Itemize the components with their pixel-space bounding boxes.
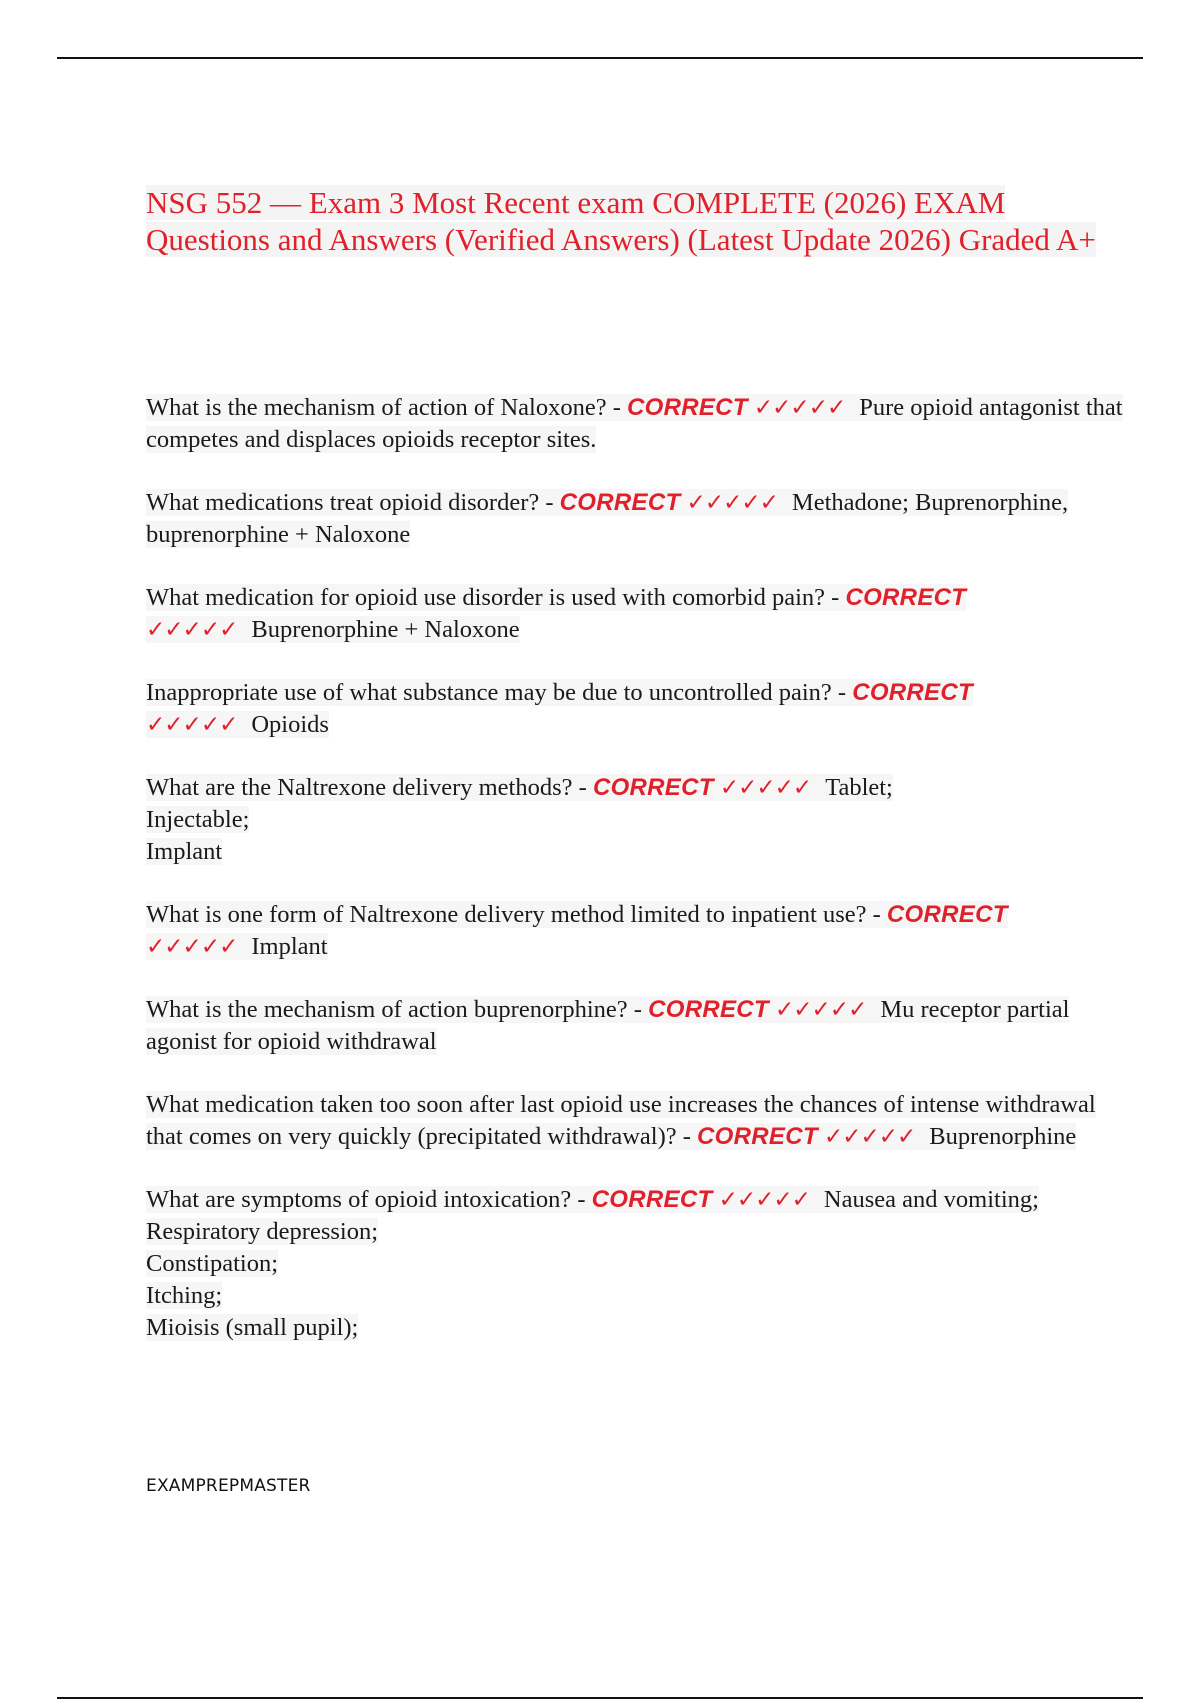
correct-label: CORRECT [627, 394, 748, 421]
question-text: What medication for opioid use disorder is used with comorbid pain? - [146, 584, 846, 611]
checkmark-icon: ✓✓✓✓✓ [753, 395, 846, 421]
checkmark-icon: ✓✓✓✓✓ [719, 775, 812, 801]
correct-label: CORRECT [886, 901, 1008, 928]
qa-item [146, 677, 1136, 741]
answer-text: Tablet; Injectable; Implant [146, 774, 893, 865]
correct-label: CORRECT [559, 489, 681, 516]
correct-label: CORRECT [591, 1186, 713, 1213]
checkmark-icon: ✓✓✓✓✓ [146, 934, 238, 960]
answer-text: Implant [251, 933, 328, 960]
question-text: What are symptoms of opioid intoxication? - [146, 1186, 592, 1213]
qa-item [146, 994, 1136, 1058]
qa-item [146, 487, 1136, 551]
qa-item [146, 899, 1136, 963]
qa-item [146, 772, 1136, 868]
qa-item [146, 582, 1136, 646]
question-text: What are the Naltrexone delivery methods? - [146, 774, 593, 801]
top-rule [57, 57, 1143, 59]
checkmark-icon: ✓✓✓✓✓ [774, 997, 867, 1023]
question-text: What is one form of Naltrexone delivery method limited to inpatient use? - [146, 901, 887, 928]
question-text: What is the mechanism of action buprenorphine? - [146, 996, 649, 1023]
footer-brand: EXAMPREPMASTER [146, 1476, 311, 1496]
answer-text: Methadone; Buprenorphine, buprenorphine + Naloxone [146, 489, 1069, 548]
checkmark-icon: ✓✓✓✓✓ [686, 490, 778, 516]
correct-label: CORRECT [648, 996, 769, 1023]
bottom-rule [57, 1697, 1143, 1699]
checkmark-icon: ✓✓✓✓✓ [146, 617, 238, 643]
checkmark-icon: ✓✓✓✓✓ [718, 1187, 810, 1213]
correct-label: CORRECT [592, 774, 714, 801]
qa-item [146, 1184, 1136, 1344]
answer-text: Pure opioid antagonist that competes and displaces opioids receptor sites. [146, 394, 1123, 453]
correct-label: CORRECT [845, 584, 967, 611]
correct-label: CORRECT [852, 679, 973, 706]
answer-text: Nausea and vomiting; Respiratory depression; Constipation; Itching; Mioisis (small pupil); [146, 1186, 1039, 1341]
document-title: NSG 552 — Exam 3 Most Recent exam COMPLETE (2026) EXAM Questions and Answers (Verified Answers) (Latest Update 2026) Graded A+ [146, 185, 1096, 257]
checkmark-icon: ✓✓✓✓✓ [146, 712, 238, 738]
answer-text: Buprenorphine + Naloxone [251, 616, 520, 643]
question-text: Inappropriate use of what substance may be due to uncontrolled pain? - [146, 679, 853, 706]
question-text: What medication taken too soon after last opioid use increases the chances of intense withdrawal that comes on very quickly (precipitated withdrawal)? - [146, 1091, 1096, 1150]
qa-list [146, 392, 1136, 1375]
answer-text: Mu receptor partial agonist for opioid withdrawal [146, 996, 1070, 1055]
question-text: What medications treat opioid disorder? - [146, 489, 560, 516]
answer-text: Buprenorphine [929, 1123, 1077, 1150]
question-text: What is the mechanism of action of Naloxone? - [146, 394, 627, 421]
qa-item [146, 1089, 1136, 1153]
qa-item [146, 392, 1136, 456]
correct-label: CORRECT [697, 1123, 818, 1150]
answer-text: Opioids [251, 711, 329, 738]
checkmark-icon: ✓✓✓✓✓ [823, 1124, 916, 1150]
